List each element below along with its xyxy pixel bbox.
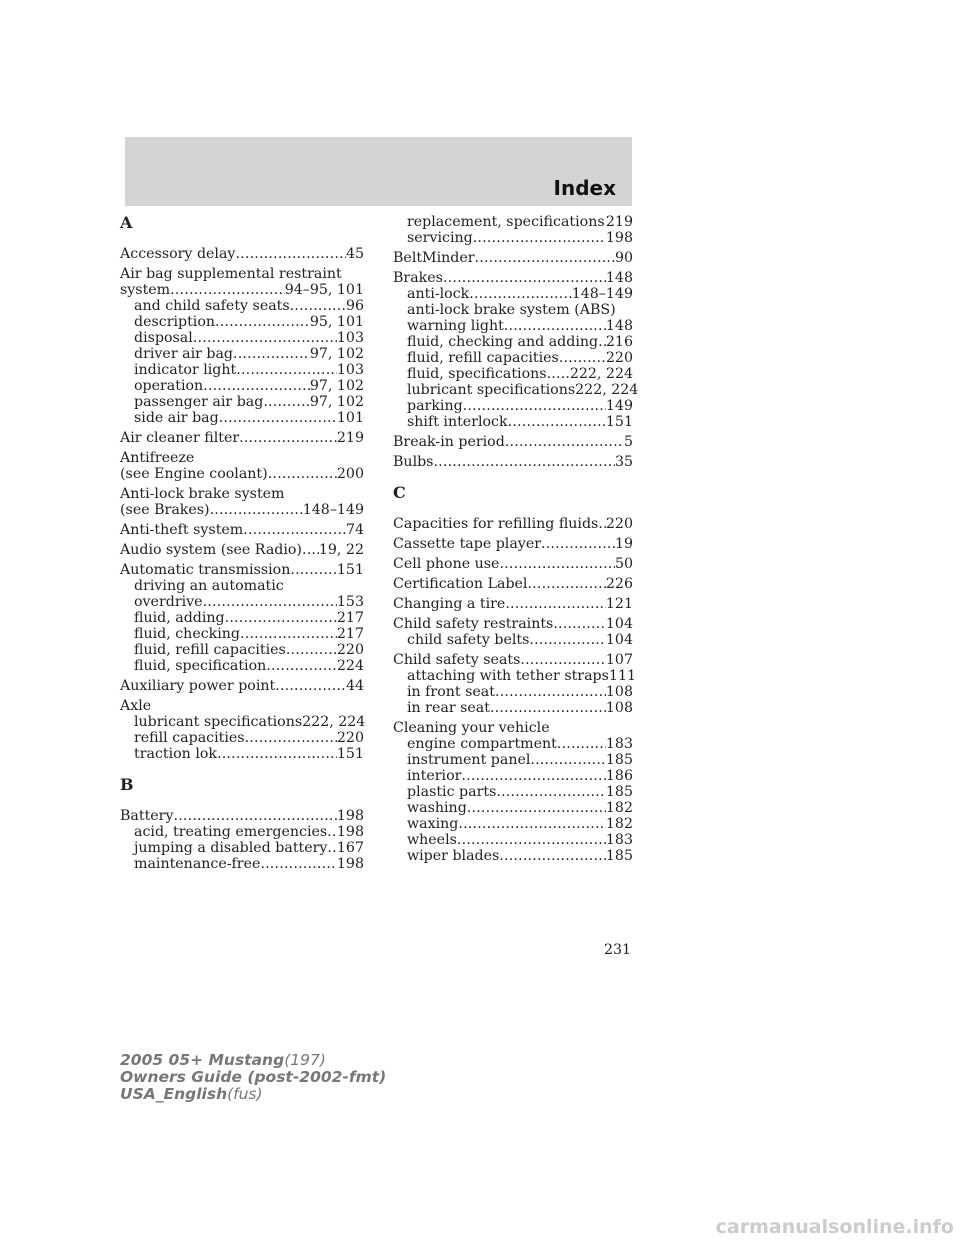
entry-text: fluid, specifications xyxy=(407,366,547,382)
entry-text: system xyxy=(120,282,171,298)
dot-leader xyxy=(496,784,606,800)
entry-page: 219 xyxy=(605,214,633,230)
index-entry xyxy=(393,516,633,532)
entry-page: 219 xyxy=(336,430,364,446)
dot-leader xyxy=(170,282,285,298)
entry-page: 111 xyxy=(608,668,637,684)
entry-page: 167 xyxy=(336,840,364,856)
entry-page: 185 xyxy=(605,784,633,800)
index-subentry xyxy=(393,768,633,784)
entry-text: (see Brakes) xyxy=(120,502,210,518)
footer xyxy=(120,1052,386,1103)
index-column-right xyxy=(393,214,639,864)
index-subentry xyxy=(393,414,633,430)
dot-leader xyxy=(527,576,605,592)
dot-leader xyxy=(173,808,336,824)
dot-leader xyxy=(215,314,310,330)
entry-text: child safety belts xyxy=(407,632,530,648)
dot-leader xyxy=(203,378,310,394)
entry-text: overdrive xyxy=(134,594,203,610)
index-column-left xyxy=(120,214,364,872)
index-subentry xyxy=(120,314,364,330)
dot-leader xyxy=(458,816,606,832)
dot-leader xyxy=(275,678,346,694)
dot-leader xyxy=(598,334,606,350)
index-subentry xyxy=(120,840,364,856)
dot-leader xyxy=(463,398,606,414)
entry-text: Brakes xyxy=(393,270,443,286)
entry-page: 45 xyxy=(345,246,364,262)
dot-leader xyxy=(520,652,606,668)
entry-page: 220 xyxy=(605,350,633,366)
entry-page: 50 xyxy=(614,556,633,572)
index-subentry xyxy=(120,346,364,362)
index-subentry xyxy=(393,832,633,848)
index-subentry xyxy=(120,330,364,346)
entry-page: 185 xyxy=(605,848,633,864)
dot-leader xyxy=(529,632,606,648)
entry-page: 226 xyxy=(605,576,633,592)
entry-page: 19, 22 xyxy=(318,542,364,558)
entry-page: 101 xyxy=(336,410,364,426)
entry-text: fluid, adding xyxy=(134,610,225,626)
dot-leader xyxy=(203,594,337,610)
dot-leader xyxy=(245,730,337,746)
dot-leader xyxy=(499,556,614,572)
dot-leader xyxy=(233,346,310,362)
entry-text: anti-lock xyxy=(407,286,470,302)
footer-code: (197) xyxy=(284,1051,326,1069)
dot-leader xyxy=(433,454,614,470)
dot-leader xyxy=(495,684,606,700)
footer-line xyxy=(120,1052,386,1069)
entry-page: 97, 102 xyxy=(309,394,364,410)
entry-text: shift interlock xyxy=(407,414,508,430)
index-subentry xyxy=(120,394,364,410)
entry-page: 103 xyxy=(336,362,364,378)
entry-page: 107 xyxy=(605,652,633,668)
dot-leader xyxy=(286,642,337,658)
entry-page: 108 xyxy=(605,684,633,700)
entry-page: 97, 102 xyxy=(309,346,364,362)
index-subentry xyxy=(393,318,633,334)
index-subentry xyxy=(393,784,633,800)
footer-line xyxy=(120,1069,386,1086)
entry-text: Child safety restraints xyxy=(393,616,554,632)
index-subentry xyxy=(393,848,633,864)
index-entry xyxy=(393,652,633,668)
index-subentry xyxy=(120,298,364,314)
index-entry xyxy=(120,522,364,538)
footer-title: USA_English xyxy=(120,1085,228,1103)
index-subentry xyxy=(393,736,633,752)
header-band xyxy=(125,137,632,206)
entry-text: side air bag xyxy=(134,410,219,426)
entry-page: 151 xyxy=(336,746,364,762)
dot-leader xyxy=(327,840,336,856)
entry-text: interior xyxy=(407,768,462,784)
dot-leader xyxy=(210,502,303,518)
index-subentry xyxy=(393,366,633,382)
entry-text: Auxiliary power point xyxy=(120,678,276,694)
dot-leader xyxy=(541,536,615,552)
entry-page: 153 xyxy=(336,594,364,610)
entry-page: 198 xyxy=(605,230,633,246)
entry-page: 183 xyxy=(605,736,633,752)
entry-text: instrument panel xyxy=(407,752,531,768)
entry-page: 74 xyxy=(345,522,364,538)
entry-page: 97, 102 xyxy=(309,378,364,394)
entry-text: washing xyxy=(407,800,467,816)
entry-page: 151 xyxy=(605,414,633,430)
index-subentry xyxy=(120,746,364,762)
index-subentry xyxy=(393,816,633,832)
entry-page: 217 xyxy=(336,610,364,626)
entry-text: in rear seat xyxy=(407,700,490,716)
entry-page: 220 xyxy=(336,730,364,746)
entry-text: maintenance-free xyxy=(134,856,261,872)
dot-leader xyxy=(236,362,337,378)
index-subentry xyxy=(120,410,364,426)
index-subentry xyxy=(393,334,633,350)
index-entry xyxy=(120,430,364,446)
dot-leader xyxy=(553,616,606,632)
section-letter: A xyxy=(120,213,133,232)
entry-text: Bulbs xyxy=(393,454,434,470)
entry-page: 220 xyxy=(605,516,633,532)
entry-text: disposal xyxy=(134,330,193,346)
entry-page: 200 xyxy=(336,466,364,482)
entry-text: fluid, specification xyxy=(134,658,267,674)
index-subentry xyxy=(393,632,633,648)
entry-page: 198 xyxy=(336,808,364,824)
dot-leader xyxy=(547,366,570,382)
entry-text: in front seat xyxy=(407,684,495,700)
index-entry xyxy=(120,678,364,694)
dot-leader xyxy=(443,270,606,286)
entry-text: parking xyxy=(407,398,463,414)
index-entry xyxy=(393,576,633,592)
entry-text: Accessory delay xyxy=(120,246,236,262)
index-subentry xyxy=(393,214,633,230)
dot-leader xyxy=(598,516,606,532)
entry-text: indicator light xyxy=(134,362,237,378)
index-subentry xyxy=(120,658,364,674)
dot-leader xyxy=(290,298,346,314)
index-entry-label: Axle xyxy=(120,698,152,714)
entry-page: 182 xyxy=(605,800,633,816)
entry-text: driver air bag xyxy=(134,346,234,362)
dot-leader xyxy=(475,250,615,266)
entry-text: servicing xyxy=(407,230,473,246)
entry-page: 90 xyxy=(614,250,633,266)
entry-page: 104 xyxy=(605,616,633,632)
entry-text: lubricant specifications xyxy=(407,382,576,398)
entry-text: Cell phone use xyxy=(393,556,500,572)
index-entry xyxy=(120,562,364,578)
index-entry xyxy=(120,542,364,558)
dot-leader xyxy=(504,318,606,334)
entry-page: 198 xyxy=(336,824,364,840)
entry-page: 151 xyxy=(336,562,364,578)
entry-page: 108 xyxy=(605,700,633,716)
entry-page: 35 xyxy=(614,454,633,470)
index-entry xyxy=(393,270,633,286)
entry-text: BeltMinder xyxy=(393,250,475,266)
entry-text: Break-in period xyxy=(393,434,505,450)
entry-text: (see Engine coolant) xyxy=(120,466,268,482)
index-entry xyxy=(120,808,364,824)
entry-text: attaching with tether straps xyxy=(407,668,609,684)
entry-page: 216 xyxy=(605,334,633,350)
index-entry-label: anti-lock brake system (ABS) xyxy=(407,302,616,318)
index-entry-label: Cleaning your vehicle xyxy=(393,720,550,736)
dot-leader xyxy=(557,736,606,752)
section-letter: B xyxy=(120,775,134,794)
index-subentry xyxy=(120,642,364,658)
watermark: carmanualsonline.info xyxy=(715,1216,954,1238)
entry-text: passenger air bag xyxy=(134,394,264,410)
dot-leader xyxy=(302,542,319,558)
entry-page: 182 xyxy=(605,816,633,832)
entry-text: Capacities for refilling fluids xyxy=(393,516,599,532)
index-subentry xyxy=(120,824,364,840)
entry-text: Anti-theft system xyxy=(120,522,244,538)
entry-text: jumping a disabled battery xyxy=(134,840,328,856)
index-entry-label: driving an automatic xyxy=(134,578,284,594)
footer-title: Owners Guide (post-2002-fmt) xyxy=(120,1068,387,1086)
footer-code: (fus) xyxy=(227,1085,263,1103)
index-subentry xyxy=(393,398,633,414)
entry-page: 44 xyxy=(345,678,364,694)
dot-leader xyxy=(490,700,606,716)
index-subentry xyxy=(120,714,364,730)
entry-page: 217 xyxy=(336,626,364,642)
index-subentry xyxy=(120,610,364,626)
index-entry xyxy=(393,434,633,450)
dot-leader xyxy=(499,848,606,864)
index-entry xyxy=(393,596,633,612)
entry-text: engine compartment xyxy=(407,736,557,752)
index-entry xyxy=(393,556,633,572)
index-entry xyxy=(120,502,364,518)
entry-text: Battery xyxy=(120,808,174,824)
index-entry-label: Anti-lock brake system xyxy=(120,486,285,502)
dot-leader xyxy=(473,230,606,246)
entry-text: and child safety seats xyxy=(134,298,290,314)
entry-page: 5 xyxy=(623,434,633,450)
entry-text: warning light xyxy=(407,318,504,334)
dot-leader xyxy=(239,430,337,446)
index-subentry xyxy=(393,350,633,366)
entry-page: 104 xyxy=(605,632,633,648)
entry-page: 222, 224 xyxy=(302,714,366,730)
index-subentry xyxy=(393,684,633,700)
dot-leader xyxy=(327,824,337,840)
entry-page: 148–149 xyxy=(302,502,364,518)
entry-page: 148 xyxy=(605,270,633,286)
entry-page: 148 xyxy=(605,318,633,334)
entry-page: 220 xyxy=(336,642,364,658)
index-entry xyxy=(120,466,364,482)
entry-text: Air cleaner filter xyxy=(120,430,240,446)
dot-leader xyxy=(467,800,606,816)
entry-text: Cassette tape player xyxy=(393,536,541,552)
dot-leader xyxy=(508,414,606,430)
entry-text: fluid, refill capacities xyxy=(407,350,559,366)
entry-text: lubricant specifications xyxy=(134,714,303,730)
index-subentry xyxy=(120,856,364,872)
dot-leader xyxy=(505,434,624,450)
entry-page: 183 xyxy=(605,832,633,848)
dot-leader xyxy=(469,286,571,302)
entry-page: 95, 101 xyxy=(309,314,364,330)
entry-page: 149 xyxy=(605,398,633,414)
index-subentry xyxy=(120,362,364,378)
dot-leader xyxy=(461,768,605,784)
dot-leader xyxy=(290,562,337,578)
dot-leader xyxy=(240,626,337,642)
entry-page: 185 xyxy=(605,752,633,768)
index-subentry xyxy=(120,730,364,746)
entry-page: 224 xyxy=(336,658,364,674)
dot-leader xyxy=(268,466,337,482)
entry-text: fluid, checking and adding xyxy=(407,334,599,350)
entry-text: Changing a tire xyxy=(393,596,506,612)
page-title: Index xyxy=(553,176,616,200)
index-subentry xyxy=(120,594,364,610)
dot-leader xyxy=(266,658,337,674)
footer-line xyxy=(120,1086,386,1103)
dot-leader xyxy=(505,596,606,612)
index-subentry xyxy=(393,700,633,716)
entry-text: Certification Label xyxy=(393,576,528,592)
entry-page: 148–149 xyxy=(571,286,633,302)
dot-leader xyxy=(457,832,606,848)
dot-leader xyxy=(263,394,310,410)
index-subentry xyxy=(393,668,637,684)
entry-text: plastic parts xyxy=(407,784,497,800)
dot-leader xyxy=(243,522,346,538)
index-entry xyxy=(393,454,633,470)
entry-page: 222, 224 xyxy=(575,382,639,398)
entry-text: description xyxy=(134,314,216,330)
entry-page: 198 xyxy=(336,856,364,872)
index-entry xyxy=(120,282,364,298)
entry-text: waxing xyxy=(407,816,459,832)
index-entry xyxy=(393,616,633,632)
index-subentry xyxy=(393,230,633,246)
index-subentry xyxy=(393,382,639,398)
entry-text: refill capacities xyxy=(134,730,245,746)
page-number: 231 xyxy=(604,942,632,958)
index-subentry xyxy=(120,626,364,642)
index-entry-label: Antifreeze xyxy=(120,450,195,466)
index-entry xyxy=(120,246,364,262)
entry-text: traction lok xyxy=(134,746,217,762)
entry-text: wheels xyxy=(407,832,457,848)
index-subentry xyxy=(393,752,633,768)
entry-text: fluid, checking xyxy=(134,626,241,642)
dot-leader xyxy=(559,350,606,366)
entry-page: 19 xyxy=(614,536,633,552)
entry-text: replacement, specifications xyxy=(407,214,605,230)
entry-text: operation xyxy=(134,378,204,394)
dot-leader xyxy=(235,246,346,262)
index-entry xyxy=(393,250,633,266)
entry-page: 121 xyxy=(605,596,633,612)
entry-text: Child safety seats xyxy=(393,652,521,668)
index-subentry xyxy=(393,286,633,302)
entry-text: Automatic transmission xyxy=(120,562,291,578)
footer-title: 2005 05+ Mustang xyxy=(120,1051,285,1069)
dot-leader xyxy=(530,752,606,768)
dot-leader xyxy=(217,746,337,762)
dot-leader xyxy=(225,610,337,626)
entry-text: wiper blades xyxy=(407,848,500,864)
entry-text: fluid, refill capacities xyxy=(134,642,286,658)
entry-page: 94–95, 101 xyxy=(284,282,364,298)
dot-leader xyxy=(260,856,337,872)
section-letter: C xyxy=(393,483,406,502)
entry-page: 222, 224 xyxy=(569,366,633,382)
entry-text: Audio system (see Radio) xyxy=(120,542,302,558)
index-entry-label: Air bag supplemental restraint xyxy=(120,266,342,282)
dot-leader xyxy=(219,410,337,426)
entry-text: acid, treating emergencies xyxy=(134,824,328,840)
entry-page: 96 xyxy=(345,298,364,314)
dot-leader xyxy=(193,330,337,346)
index-entry xyxy=(393,536,633,552)
entry-page: 103 xyxy=(336,330,364,346)
entry-page: 186 xyxy=(605,768,633,784)
index-subentry xyxy=(393,800,633,816)
index-subentry xyxy=(120,378,364,394)
